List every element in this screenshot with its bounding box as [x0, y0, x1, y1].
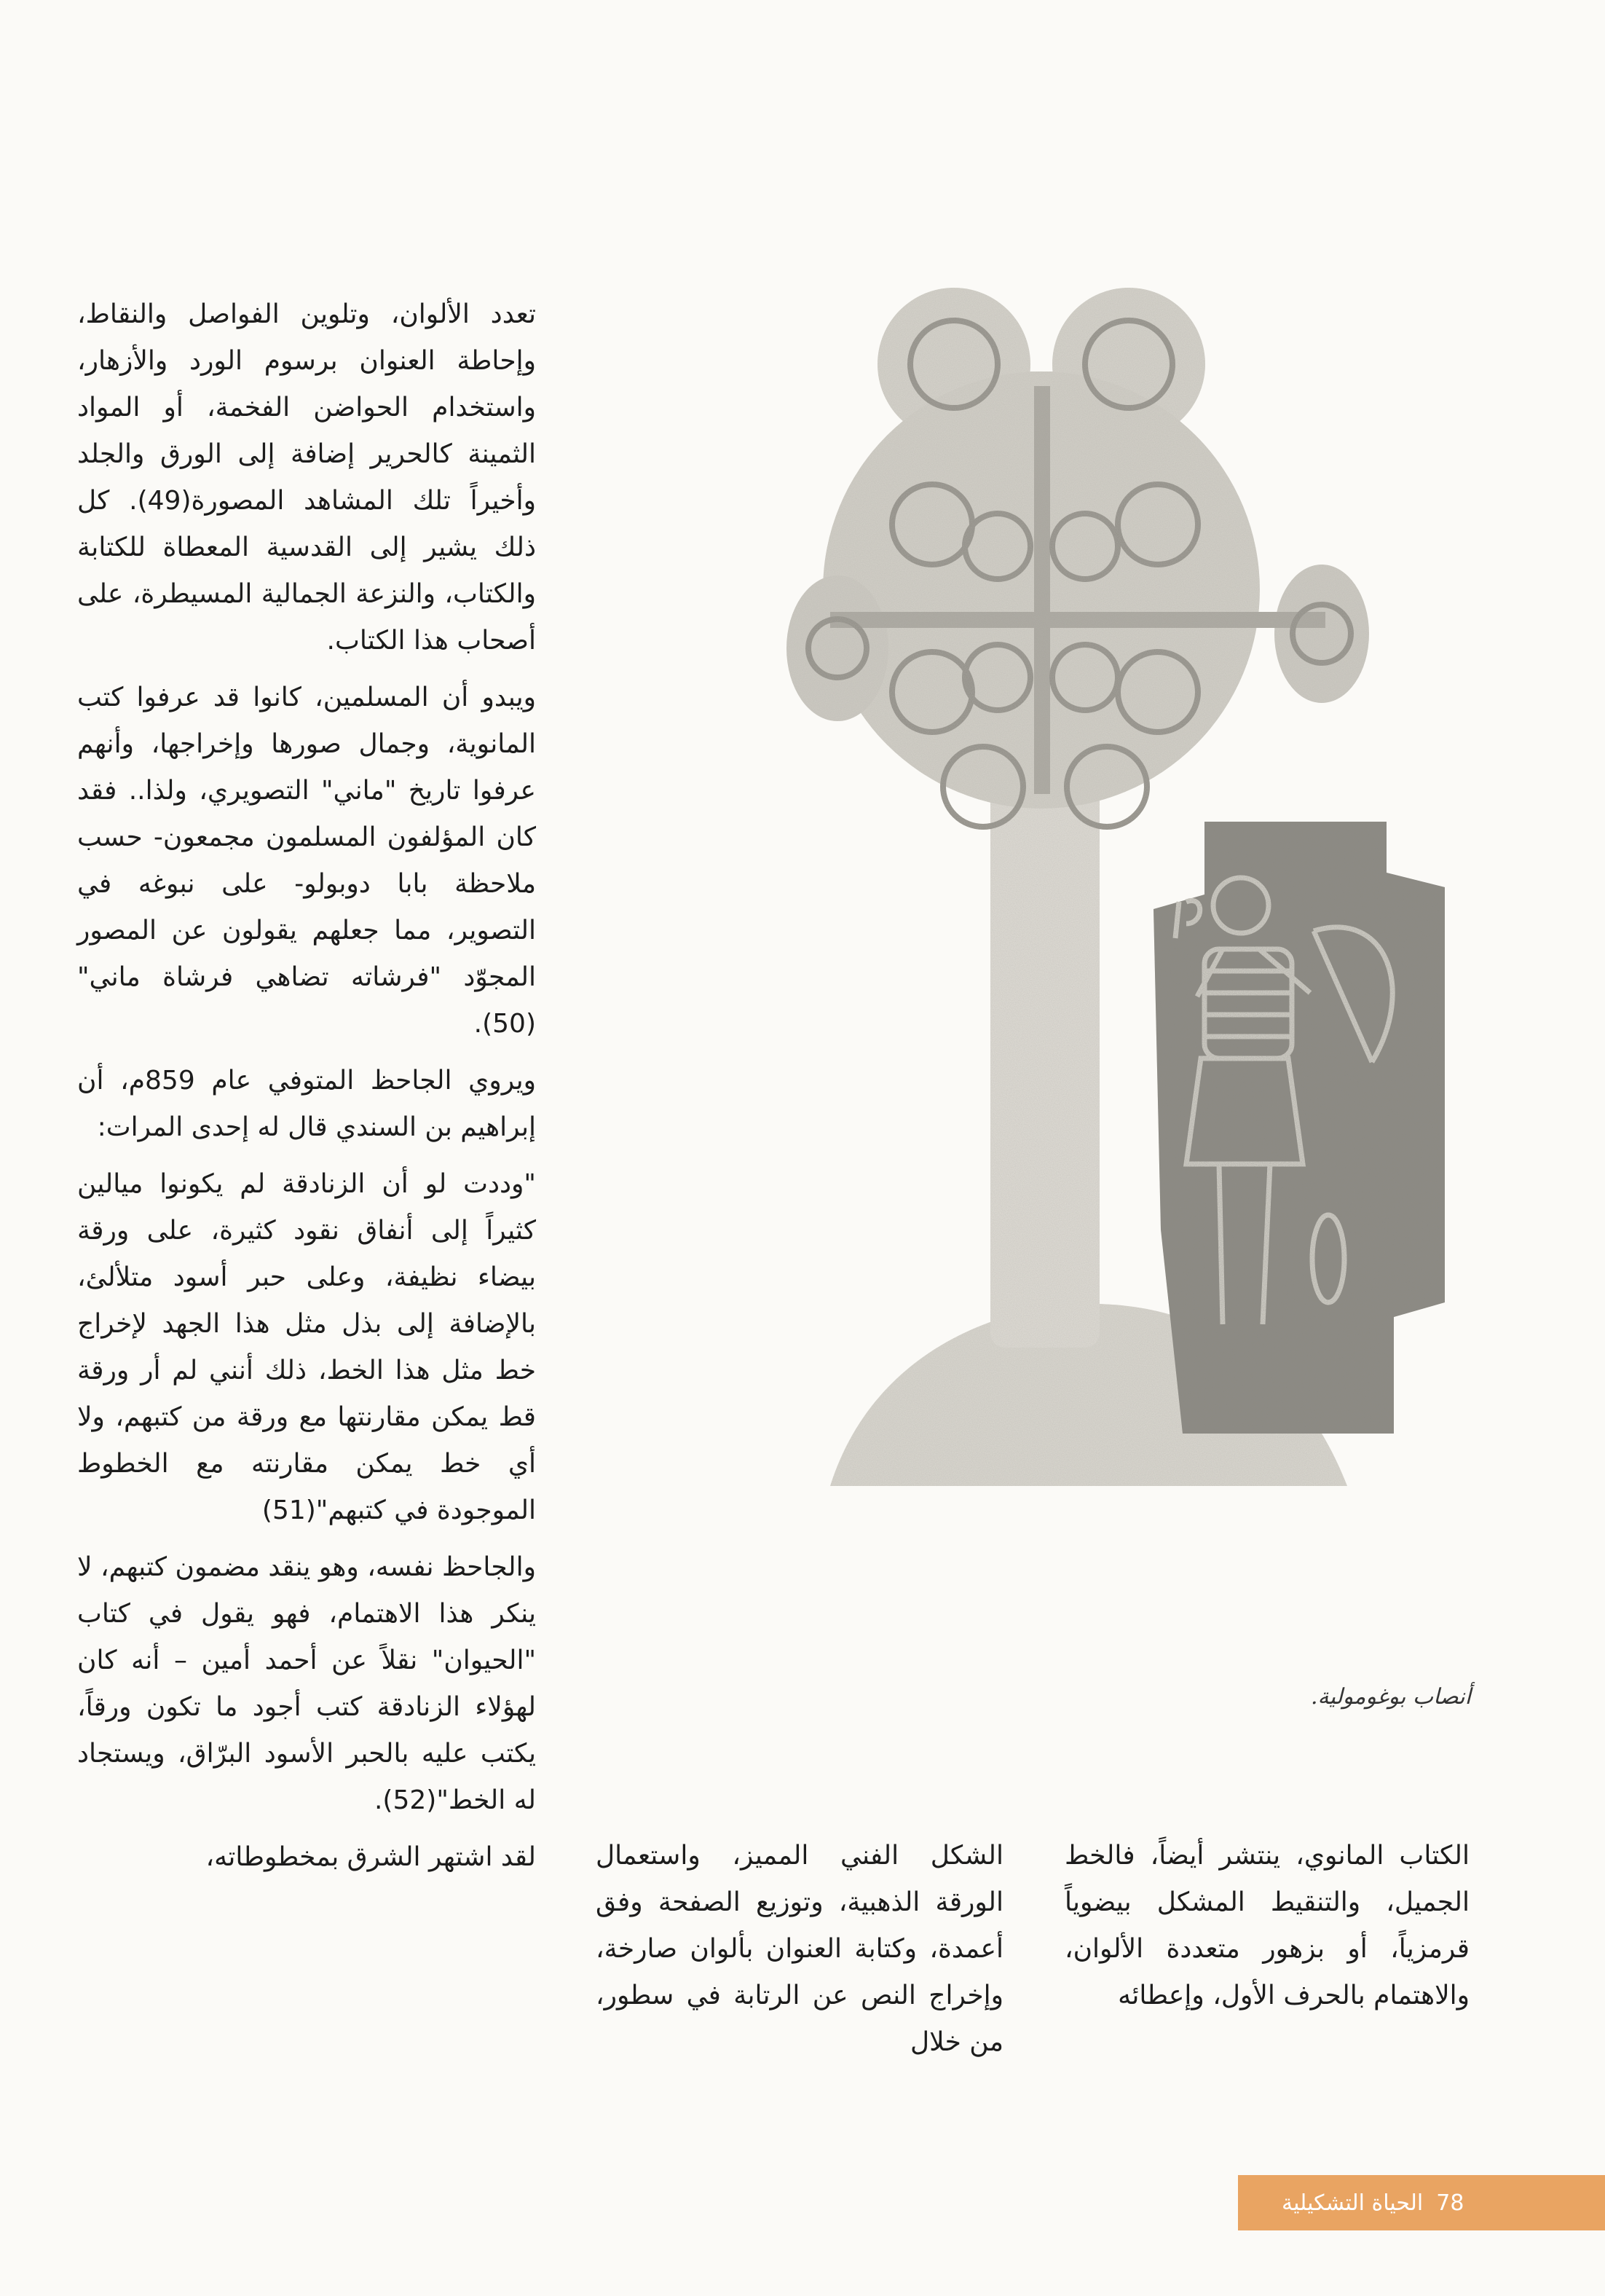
paragraph: لقد اشتهر الشرق بمخطوطاته،: [205, 1842, 536, 1872]
paragraph: تعدد الألوان، وتلوين الفواصل والنقاط، وإحاطة العنوان برسوم الورد والأزهار، واستخدام الحواضن الفخمة، أو المواد الثمينة كالحرير إضافة إلى الورق والجلد وأخيراً تلك المشاهد المصورة(49). كل ذلك يشير إلى القدسية المعطاة للكتابة والكتاب، والنزعة الجمالية المسيطرة، على أصحاب هذا الكتاب.: [77, 299, 536, 656]
figure-relief-photo: [1154, 822, 1445, 1434]
bottom-right-text-column: [1065, 1833, 1470, 2029]
bottom-middle-text-column: [596, 1833, 1003, 2076]
paragraph: ويروي الجاحظ المتوفي عام 859م، أن إبراهيم بن السندي قال له إحدى المرات:: [77, 1066, 537, 1142]
quote-paragraph: "وددت لو أن الزنادقة لم يكونوا ميالين كثيراً إلى أنفاق نقود كثيرة، على ورقة بيضاء نظيفة، وعلى حبر أسود متلألئ، بالإضافة إلى بذل مثل هذا الجهد لإخراج خط مثل هذا الخط، ذلك أنني لم أر ورقة قط يمكن مقارنتها مع ورقة من كتبهم، ولا أي خط يمكن مقارنته مع الخطوط الموجودة في كتبهم"(51): [77, 1169, 536, 1525]
footer-content: [1282, 2190, 1464, 2216]
magazine-name: الحياة التشكيلية: [1282, 2190, 1424, 2216]
figure-caption: أنصاب بوغومولية.: [1310, 1684, 1471, 1710]
main-text-column: [77, 291, 536, 1891]
page-number: 78: [1436, 2190, 1464, 2216]
paragraph: ويبدو أن المسلمين، كانوا قد عرفوا كتب المانوية، وجمال صورها وإخراجها، وأنهم عرفوا تاريخ "ماني" التصويري، ولذا.. فقد كان المؤلفون المسلمون مجمعون- حسب ملاحظة بابا دوبولو- على نبوغه في التصوير، مما جعلهم يقولون عن المصور المجوّد "فرشاته تضاهي فرشاة ماني"(50).: [77, 683, 536, 1039]
footer-bar: [1238, 2175, 1605, 2230]
paragraph: الكتاب المانوي، ينتشر أيضاً، فالخط الجميل، والتنقيط المشكل بيضوياً قرمزياً، أو بزهور متعددة الألوان، والاهتمام بالحرف الأول، وإعطائه: [1065, 1841, 1470, 2010]
paragraph: والجاحظ نفسه، وهو ينقد مضمون كتبهم، لا ينكر هذا الاهتمام، فهو يقول في كتاب "الحيوان" نقلاً عن أحمد أمين – أنه كان لهؤلاء الزنادقة كتب أجود ما تكون ورقاً، يكتب عليه بالحبر الأسود البرّاق، ويستجاد له الخط"(52).: [77, 1552, 536, 1815]
paragraph: الشكل الفني المميز، واستعمال الورقة الذهبية، وتوزيع الصفحة وفق أعمدة، وكتابة العنوان بألوان صارخة، وإخراج النص عن الرتابة في سطور، من خلال: [596, 1841, 1003, 2057]
